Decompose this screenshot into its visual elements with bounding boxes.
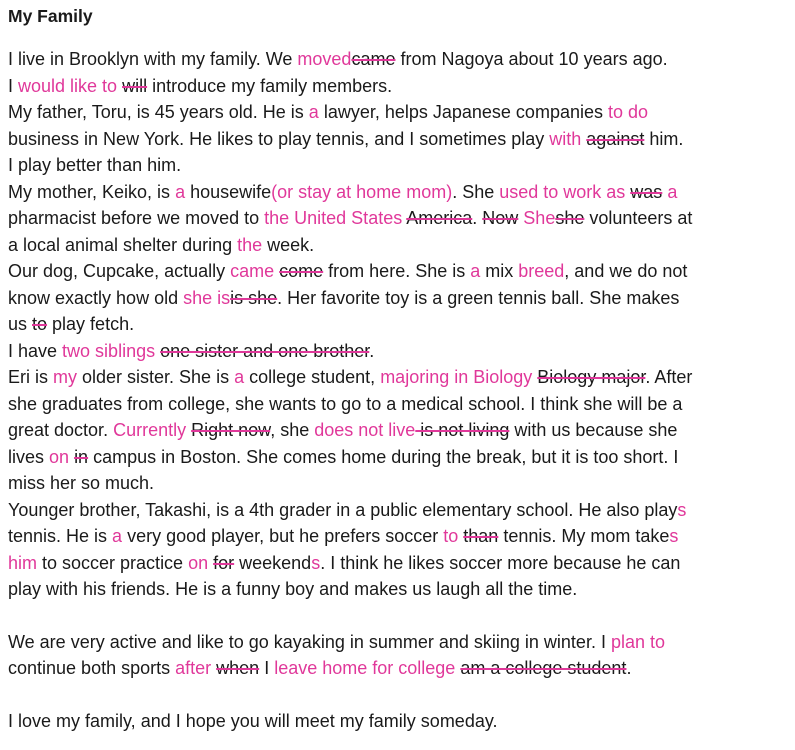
deleted-text: against [586, 128, 645, 149]
text-run: us [8, 314, 33, 334]
deleted-text: Right now [191, 420, 271, 440]
inserted-text: does not live [314, 420, 416, 440]
inserted-text: a [470, 261, 481, 281]
text-run: . [472, 208, 483, 228]
inserted-text: majoring in Biology [380, 367, 533, 387]
inserted-text: s [669, 526, 679, 546]
text-run: , and we do not [564, 261, 688, 281]
inserted-text: would like to [18, 75, 123, 96]
text-line [8, 73, 787, 100]
text-line [8, 99, 787, 126]
text-line [8, 311, 787, 338]
text-run: from here. She is [323, 261, 471, 281]
text-run: older sister. She is [77, 367, 235, 387]
text-run: tennis. My mom take [498, 526, 670, 546]
inserted-text: came [230, 261, 275, 281]
inserted-text: him [8, 552, 38, 573]
deleted-text: is not living [415, 420, 510, 440]
inserted-text: the United States [264, 208, 403, 228]
text-run: . [626, 658, 632, 678]
inserted-text: a [112, 526, 123, 546]
deleted-text: come [279, 261, 324, 281]
inserted-text: breed [518, 261, 565, 281]
document-title: My Family [8, 6, 93, 26]
text-run: very good player, but he prefers soccer [122, 526, 444, 546]
text-run: . She [452, 181, 500, 202]
text-run: I love my family, and I hope you will meet my family someday. [8, 710, 498, 731]
text-run: My mother, Keiko, is [8, 181, 176, 202]
text-line [8, 655, 787, 682]
inserted-text: the [237, 234, 263, 255]
text-run: . Her favorite toy is a green tennis ball. She makes [277, 287, 680, 308]
deleted-text: Now [482, 208, 519, 228]
inserted-text: a [175, 181, 186, 202]
inserted-text: a [667, 181, 678, 202]
inserted-text: my [53, 367, 77, 387]
document-body [8, 46, 787, 734]
text-line [8, 497, 787, 524]
text-run: she graduates from college, she wants to go to a medical school. I think she will be a [8, 393, 683, 414]
deleted-text: Biology major [537, 367, 646, 387]
text-line [8, 338, 787, 365]
inserted-text: on [188, 552, 209, 573]
text-line [8, 364, 787, 391]
text-run: college student, [244, 367, 381, 387]
deleted-text: to [32, 314, 48, 334]
text-line [8, 152, 787, 179]
text-run: We are very active and like to go kayaking in summer and skiing in winter. I [8, 631, 611, 652]
deleted-text: in [74, 446, 89, 467]
text-run: with us because she [509, 420, 678, 440]
deleted-text: was [630, 181, 663, 202]
text-run: weekend [234, 552, 312, 573]
text-run: . [369, 340, 375, 361]
deleted-text: one sister and one brother [160, 340, 370, 361]
text-run: week. [262, 234, 315, 255]
text-line [8, 126, 787, 153]
inserted-text: leave home for college [274, 658, 456, 678]
text-run: campus in Boston. She comes home during the break, but it is too short. I [88, 446, 679, 467]
text-run: pharmacist before we moved to [8, 208, 265, 228]
text-run: to soccer practice [37, 552, 189, 573]
text-line [8, 576, 787, 603]
text-line [8, 285, 787, 312]
text-run: great doctor. [8, 420, 114, 440]
deleted-text: will [122, 75, 148, 96]
inserted-text: used to work as [499, 181, 631, 202]
text-line [8, 708, 787, 735]
text-line [8, 205, 787, 232]
inserted-text: She [523, 208, 556, 228]
text-run: a local animal shelter during [8, 234, 238, 255]
text-run: business in New York. He likes to play tennis, and I sometimes play [8, 128, 550, 149]
text-run: mix [480, 261, 519, 281]
deleted-text: than [463, 526, 499, 546]
text-run: housewife [185, 181, 272, 202]
inserted-text: a [234, 367, 245, 387]
deleted-text: came [351, 49, 396, 69]
text-run: I [259, 658, 275, 678]
text-run: Younger brother, Takashi, is a 4th grader in a public elementary school. He also play [8, 499, 678, 520]
text-run: play fetch. [47, 314, 135, 334]
text-run: introduce my family members. [147, 75, 393, 96]
text-run: miss her so much. [8, 473, 155, 493]
inserted-text: moved [297, 49, 352, 69]
inserted-text: on [49, 446, 70, 467]
text-line [8, 470, 787, 497]
text-run: My father, Toru, is 45 years old. He is [8, 102, 309, 122]
text-run: , she [270, 420, 315, 440]
paragraph [8, 46, 787, 603]
text-run: continue both sports [8, 658, 176, 678]
deleted-text: for [213, 552, 235, 573]
text-run: I [8, 75, 19, 96]
text-run: lives [8, 446, 50, 467]
text-run: volunteers at [584, 208, 693, 228]
text-run: . I think he likes soccer more because he can [320, 552, 681, 573]
inserted-text: s [311, 552, 321, 573]
text-run: from Nagoya about 10 years ago. [395, 49, 668, 69]
text-run: Our dog, Cupcake, actually [8, 261, 231, 281]
deleted-text: is she [230, 287, 278, 308]
text-run: . After [645, 367, 693, 387]
inserted-text: a [308, 102, 319, 122]
text-run: I live in Brooklyn with my family. We [8, 49, 298, 69]
inserted-text: after [175, 658, 212, 678]
text-line [8, 629, 787, 656]
inserted-text: Currently [113, 420, 187, 440]
paragraph [8, 708, 787, 735]
deleted-text: am a college student [460, 658, 627, 678]
text-run: Eri is [8, 367, 53, 387]
text-line [8, 417, 787, 444]
text-line [8, 391, 787, 418]
text-line [8, 258, 787, 285]
inserted-text: two siblings [62, 340, 156, 361]
text-run: lawyer, helps Japanese companies [318, 102, 608, 122]
text-run: know exactly how old [8, 287, 184, 308]
text-line [8, 444, 787, 471]
inserted-text: she is [183, 287, 231, 308]
text-run: tennis. He is [8, 526, 113, 546]
deleted-text: America [406, 208, 473, 228]
inserted-text: plan to [610, 631, 665, 652]
inserted-text: (or stay at home mom) [271, 181, 453, 202]
deleted-text: she [555, 208, 585, 228]
text-run: him. [644, 128, 684, 149]
inserted-text: s [677, 499, 687, 520]
text-run: I have [8, 340, 63, 361]
text-line [8, 179, 787, 206]
text-line [8, 523, 787, 550]
text-line [8, 232, 787, 259]
text-run: I play better than him. [8, 155, 182, 175]
text-line [8, 46, 787, 73]
deleted-text: when [216, 658, 260, 678]
inserted-text: to [443, 526, 459, 546]
text-line [8, 550, 787, 577]
inserted-text: to do [607, 102, 649, 122]
paragraph [8, 629, 787, 682]
inserted-text: with [549, 128, 582, 149]
text-run: play with his friends. He is a funny boy and makes us laugh all the time. [8, 579, 578, 599]
